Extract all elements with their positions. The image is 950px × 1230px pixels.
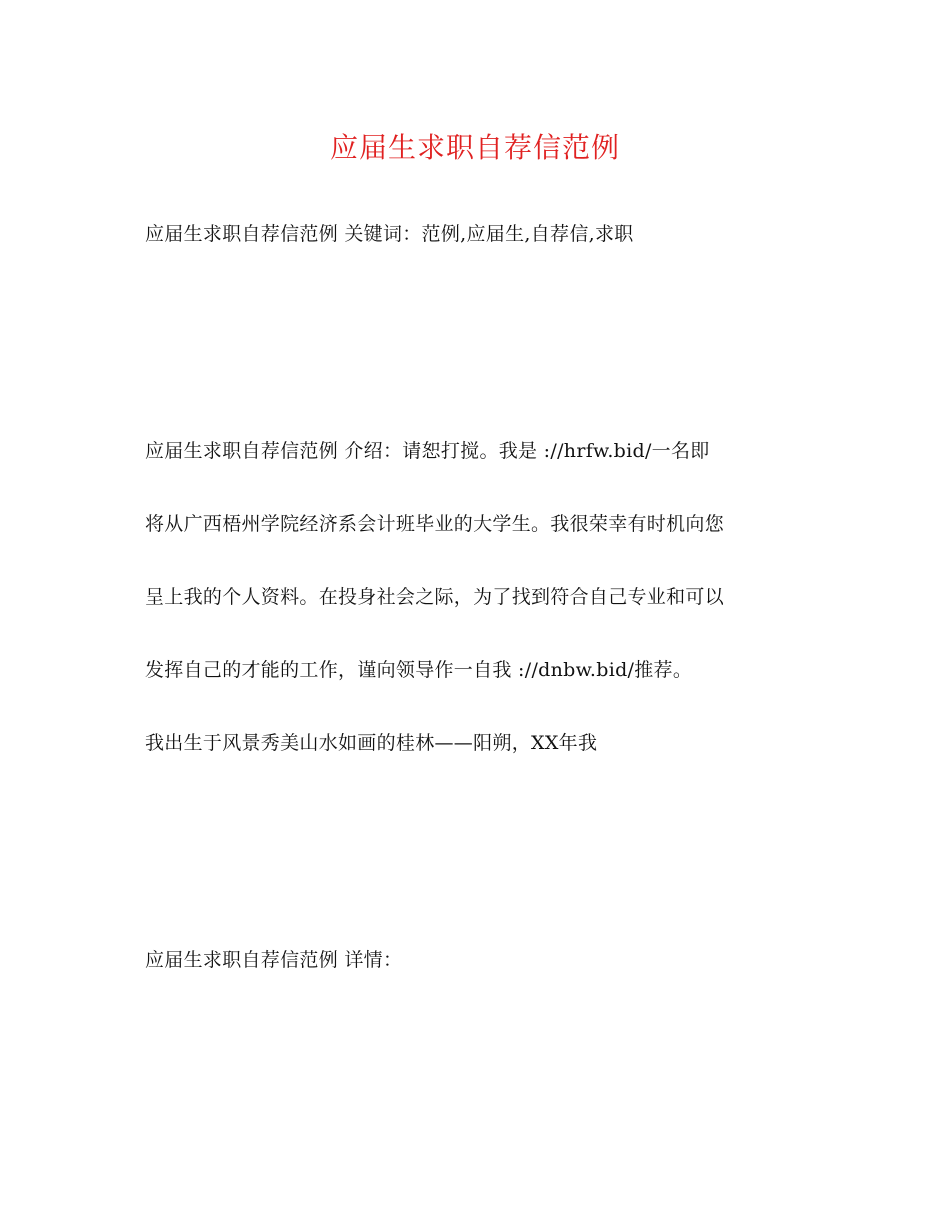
intro-line-5: 我出生于风景秀美山水如画的桂林——阳朔，XX年我 — [145, 732, 598, 754]
keywords-line: 应届生求职自荐信范例 关键词：范例,应届生,自荐信,求职 — [145, 223, 634, 245]
intro-line-2: 将从广西梧州学院经济系会计班毕业的大学生。我很荣幸有时机向您 — [145, 513, 725, 535]
intro-line-1: 应届生求职自荐信范例 介绍：请恕打搅。我是 ://hrfw.bid/一名即 — [145, 440, 710, 462]
details-line: 应届生求职自荐信范例 详情： — [145, 949, 403, 971]
document-title: 应届生求职自荐信范例 — [329, 131, 620, 164]
intro-line-4: 发挥自己的才能的工作，谨向领导作一自我 ://dnbw.bid/推荐。 — [145, 659, 693, 681]
intro-line-3: 呈上我的个人资料。在投身社会之际，为了找到符合自己专业和可以 — [145, 586, 725, 608]
